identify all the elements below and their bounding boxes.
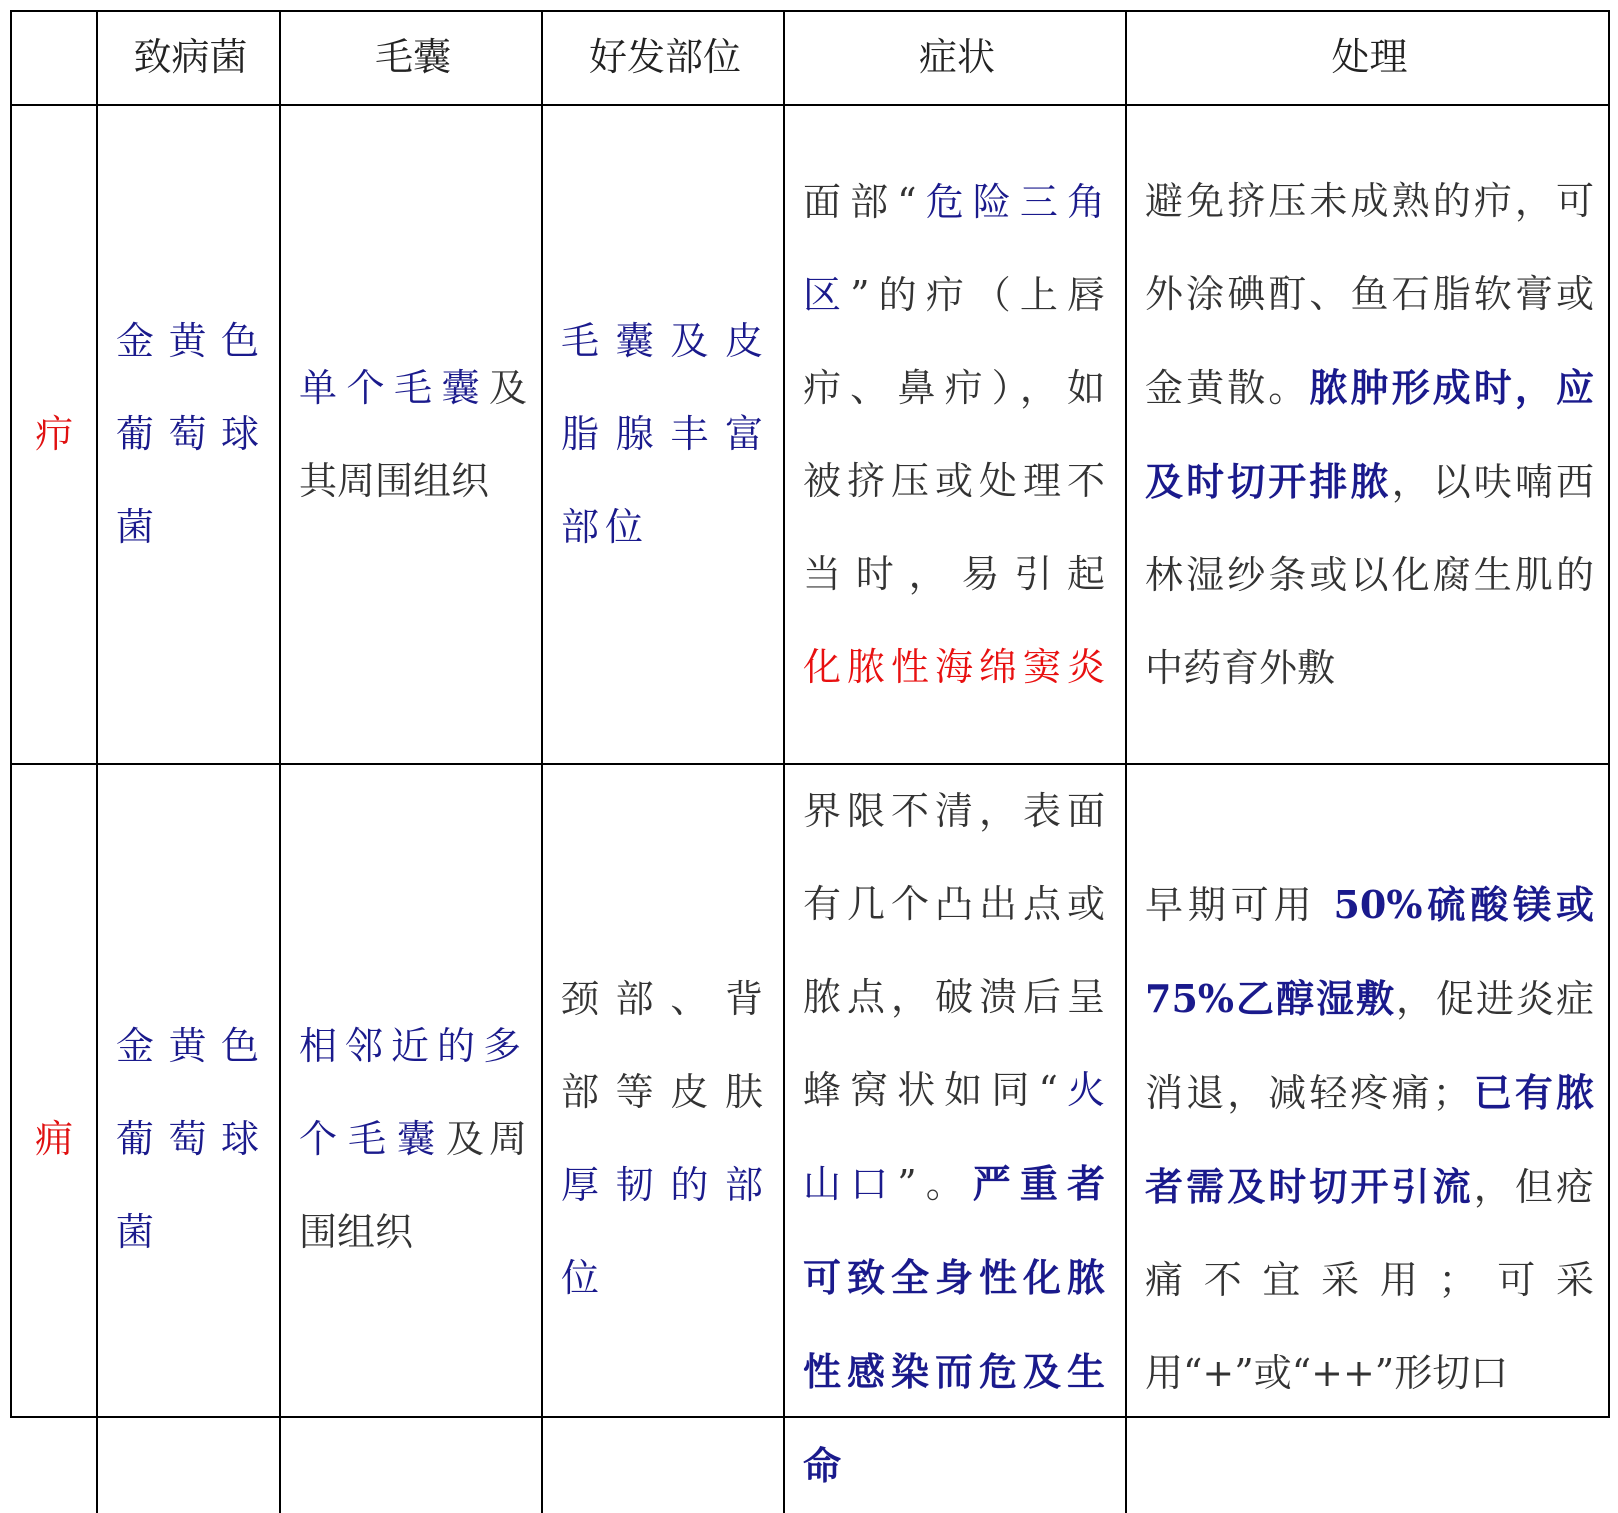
header-pathogen: 致病菌 [98,12,281,106]
header-follicle: 毛囊 [281,12,543,106]
row-name-furuncle: 疖 [12,106,98,765]
comparison-table [10,10,1610,1488]
header-site: 好发部位 [543,12,785,106]
treatment-text [1145,155,1594,715]
follicle-rest: 及其周围组织 [299,365,527,503]
symptom-highlight: 危险三角区 [803,179,1111,317]
treatment-part: ，以呋喃西林湿纱条或以化腐生肌的中药育外敷 [1145,459,1594,690]
treatment-part: ，促进炎症消退，减轻疼痛； [1145,977,1594,1115]
header-symptom: 症状 [785,12,1127,106]
treatment-highlight: 脓肿形成时，应及时切开排脓 [1145,364,1594,504]
symptom-part: 界限不清，表面有几个凸出点或脓点，破溃后呈蜂窝状如同“ [803,789,1112,1112]
treatment-highlight: 50%硫酸镁或75%乙醇湿敷 [1145,882,1594,1021]
treatment-cell [1127,106,1608,765]
follicle-cell [281,765,543,1513]
pathogen-text: 金黄色葡萄球菌 [116,319,265,549]
follicle-highlight: 相邻近的多个毛囊 [299,1023,527,1161]
treatment-part: 避免挤压未成熟的疖，可外涂碘酊、鱼石脂软膏或金黄散。 [1145,178,1594,410]
symptom-part: ”的疖（上唇疖、鼻疖），如被挤压或处理不当时，易引起 [803,272,1112,596]
header-blank [12,12,98,106]
follicle-cell [281,106,543,765]
symptom-cell [785,106,1127,765]
follicle-highlight: 单个毛囊 [299,365,489,410]
symptom-warning: 化脓性海绵窦炎 [803,644,1112,689]
follicle-text [299,342,527,528]
site-cell [543,765,785,1513]
treatment-part: 早期可用 [1145,883,1334,927]
header-treatment: 处理 [1127,12,1608,106]
symptom-warning: 严重者可致全身性化脓性感染而危及生命 [803,1161,1112,1488]
treatment-cell [1127,765,1608,1513]
symptom-highlight: 火山口 [803,1068,1111,1206]
site-text [561,953,769,1325]
site-text: 毛囊及皮脂腺丰富部位 [561,319,769,549]
symptom-text [803,765,1111,1513]
row-name-carbuncle: 痈 [12,765,98,1513]
site-part: 颈部、背部等皮肤 [561,977,769,1114]
symptom-part: 面部“ [803,179,923,224]
symptom-part: ”。 [897,1162,973,1206]
pathogen-cell [98,765,281,1513]
symptom-cell [785,765,1127,1513]
treatment-part: ，但疮痛不宜采用；可采用“+”或“++”形切口 [1145,1165,1594,1395]
pathogen-text: 金黄色葡萄球菌 [116,1023,265,1254]
treatment-highlight: 已有脓者需及时切开引流 [1145,1070,1594,1209]
symptom-text [803,156,1111,714]
site-cell [543,106,785,765]
follicle-rest: 及周围组织 [299,1116,527,1254]
site-highlight: 厚韧的部位 [561,1163,769,1300]
follicle-text [299,1000,527,1279]
pathogen-cell [98,106,281,765]
treatment-text [1145,858,1594,1420]
